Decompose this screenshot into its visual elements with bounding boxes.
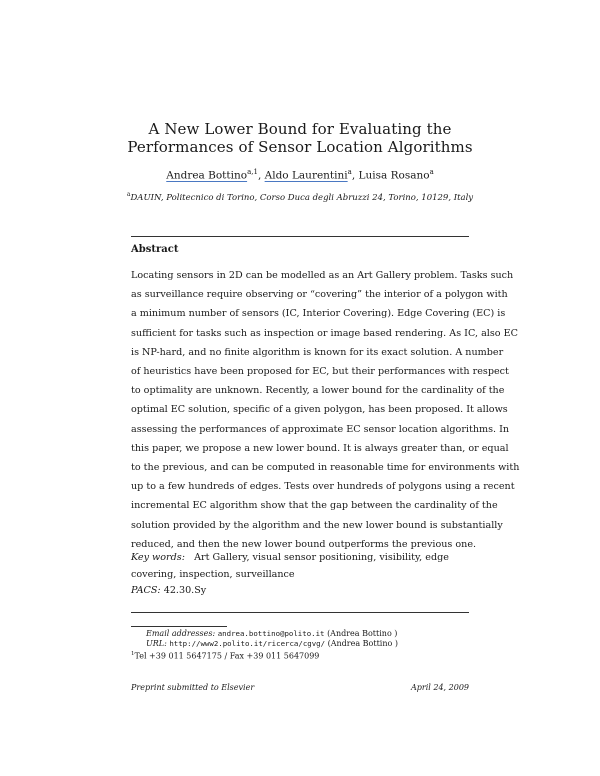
abstract-line: assessing the performances of approximate EC sensor location algorithms. In (131, 423, 510, 435)
paper-title-line-2: Performances of Sensor Location Algorithms (127, 138, 473, 156)
abstract-line: optimal EC solution, specific of a given polygon, has been proposed. It allows (131, 404, 508, 416)
abstract-line: Locating sensors in 2D can be modelled as an Art Gallery problem. Tasks such (131, 270, 514, 281)
abstract-heading: Abstract (131, 244, 179, 255)
footnote-mark: 1 (131, 651, 135, 657)
keywords-label: Key words: (131, 552, 185, 563)
abstract-line: reduced, and then the new lower bound outperforms the previous one. (131, 538, 477, 550)
abstract-line: solution provided by the algorithm and the new lower bound is substantially (131, 519, 503, 531)
preprint-date: April 24, 2009 (410, 683, 469, 692)
author-mark-3: a (429, 168, 434, 176)
email-label: Email addresses: (146, 629, 216, 638)
footnote-telephone (131, 649, 319, 662)
author-name-3: Luisa Rosano (358, 169, 430, 182)
footnote-url (146, 639, 398, 649)
affiliation-mark: a (126, 191, 131, 198)
affiliation-text: DAUIN, Politecnico di Torino, Corso Duca degli Abruzzi 24, Torino, 10129, Italy (130, 192, 474, 203)
abstract-line: as surveillance require observing or “covering” the interior of a polygon with (131, 289, 508, 301)
author-mark-1: a,1 (247, 168, 258, 176)
pacs-code: 42.30.Sy (163, 585, 207, 596)
author-list: Andrea Bottino$^{a,1}$, Aldo Laurentini$^a$, Luisa Rosano$^a$ (166, 168, 434, 182)
author-name-2[interactable]: Aldo Laurentini (264, 169, 348, 182)
url-label: URL: (146, 639, 167, 648)
abstract-line: sufficient for tasks such as inspection or image based rendering. As IC, also EC (131, 327, 518, 339)
keywords-text: Art Gallery, visual sensor positioning, visibility, edge covering, inspection, surveillance (131, 552, 449, 580)
abstract-line: of heuristics have been proposed for EC, but their performances with respect (131, 366, 509, 378)
abstract-line: up to a few hundreds of edges. Tests over hundreds of polygons using a recent (131, 481, 515, 493)
keywords (131, 549, 469, 583)
abstract-line: is NP-hard, and no finite algorithm is known for its exact solution. A number (131, 346, 504, 358)
abstract-line: to optimality are unknown. Recently, a lower bound for the cardinality of the (131, 385, 505, 397)
abstract-line: incremental EC algorithm show that the gap between the cardinality of the (131, 500, 498, 512)
abstract-line: a minimum number of sensors (IC, Interior Covering). Edge Covering (EC) is (131, 308, 506, 320)
author-mark-2: a (347, 168, 352, 176)
abstract-bottom-rule (131, 612, 469, 613)
pacs-label: PACS: (131, 585, 161, 596)
email-owner: (Andrea Bottino ) (327, 629, 398, 638)
abstract-line: this paper, we propose a new lower bound. It is always greater than, or equal (131, 442, 509, 454)
email-link[interactable]: andrea.bottino@polito.it (217, 629, 325, 638)
abstract-line: to the previous, and can be computed in reasonable time for environments with (131, 462, 520, 474)
url-owner: (Andrea Bottino ) (327, 639, 398, 648)
abstract-body (131, 266, 520, 554)
telephone-text: Tel +39 011 5647175 / Fax +39 011 5647099 (134, 651, 320, 661)
footnote-email (146, 629, 397, 639)
abstract-top-rule (131, 236, 469, 237)
footnote-rule (131, 626, 227, 627)
paper-title-line-1: A New Lower Bound for Evaluating the (148, 120, 452, 138)
preprint-notice: Preprint submitted to Elsevier (131, 683, 255, 692)
pacs (131, 585, 206, 596)
affiliation (0, 191, 600, 203)
author-name-1[interactable]: Andrea Bottino (166, 169, 248, 182)
url-link[interactable]: http://www2.polito.it/ricerca/cgvg/ (169, 639, 326, 648)
